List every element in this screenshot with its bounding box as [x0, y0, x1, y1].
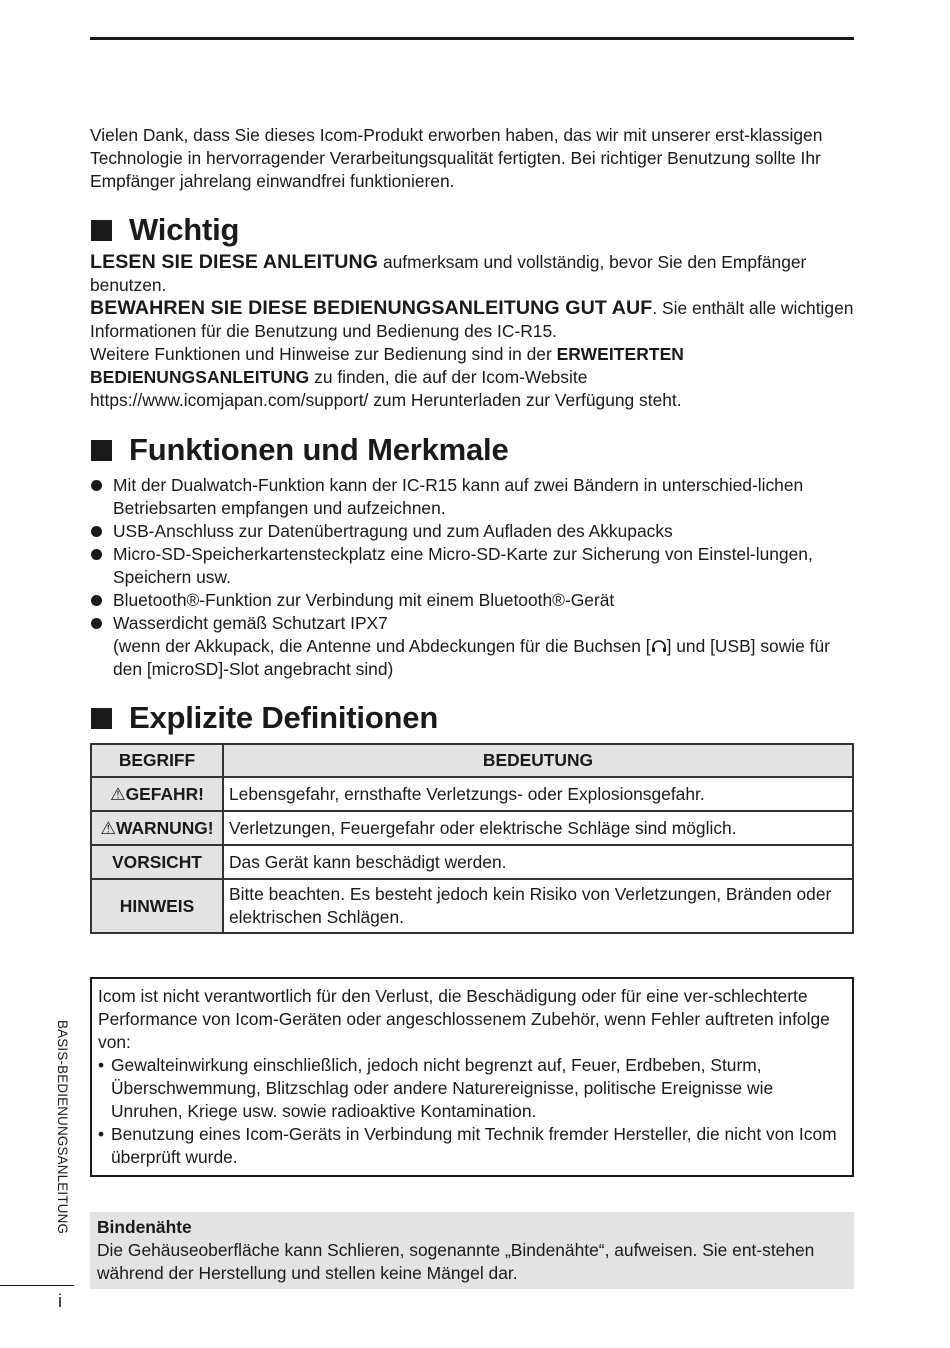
wichtig-read	[90, 251, 854, 297]
wichtig-more	[90, 343, 854, 412]
wichtig-body	[90, 251, 854, 412]
disclaimer-item: • Benutzung eines Icom-Geräts in Verbindung mit Technik fremder Hersteller, die nicht von Icom überprüft wurde.	[98, 1123, 846, 1169]
waterproof-line2-post: ] und [USB] sowie für den [microSD]-Slot angebracht sind)	[113, 636, 830, 679]
wichtig-keep-rest: . Sie enthält alle wichtigen Informationen für die Benutzung und Bedienung des IC-R15.	[90, 298, 854, 341]
heading-funktionen-text: Funktionen und Merkmale	[129, 432, 509, 467]
disclaimer-list	[98, 1054, 846, 1169]
wichtig-more-bold: ERWEITERTEN BEDIENUNGSANLEITUNG	[90, 344, 684, 387]
table-header-row	[91, 744, 853, 777]
column-header-term: BEGRIFF	[91, 744, 223, 777]
heading-funktionen	[90, 432, 854, 468]
waterproof-line2-pre: (wenn der Akkupack, die Antenne und Abdeckungen für die Buchsen [	[113, 636, 651, 656]
feature-item: Micro-SD-Speicherkartensteckplatz eine Micro-SD-Karte zur Sicherung von Einstel-lungen, Speichern usw.	[90, 543, 854, 589]
term-cell-caution: VORSICHT	[91, 845, 223, 879]
side-rule	[0, 1285, 74, 1286]
wichtig-more-pre: Weitere Funktionen und Hinweise zur Bedienung sind in der	[90, 344, 557, 364]
table-row	[91, 811, 853, 845]
meaning-cell: Lebensgefahr, ernsthafte Verletzungs- oder Explosionsgefahr.	[223, 777, 853, 811]
page-content	[90, 124, 854, 1289]
feature-item: Bluetooth®-Funktion zur Verbindung mit einem Bluetooth®-Gerät	[90, 589, 854, 612]
side-label: BASIS-BEDIENUNGSANLEITUNG	[55, 1020, 70, 1235]
wichtig-keep	[90, 297, 854, 343]
meaning-cell: Das Gerät kann beschädigt werden.	[223, 845, 853, 879]
page-number: i	[58, 1291, 62, 1311]
term-cell-warning	[91, 811, 223, 845]
heading-square-icon	[91, 440, 112, 461]
term-danger: GEFAHR!	[125, 783, 204, 804]
heading-definitionen-text: Explizite Definitionen	[129, 700, 439, 735]
disclaimer-item: • Gewalteinwirkung einschließlich, jedoch nicht begrenzt auf, Feuer, Erdbeben, Sturm, Überschwemmung, Blitzschlag oder andere Naturereignisse, politische Ereignisse wie Unruhen, Kriege usw. sowie radioaktive Kontamination.	[98, 1054, 846, 1123]
note-box	[90, 1212, 854, 1289]
wichtig-more-post: zu finden, die auf der Icom-Website https://www.icomjapan.com/support/ zum Herunterladen zur Verfügung steht.	[90, 367, 682, 410]
definitions-table	[90, 743, 854, 934]
table-row	[91, 879, 853, 933]
heading-definitionen	[90, 700, 854, 736]
heading-square-icon	[91, 708, 112, 729]
meaning-cell: Bitte beachten. Es besteht jedoch kein Risiko von Verletzungen, Bränden oder elektrischen Schlägen.	[223, 879, 853, 933]
wichtig-read-rest: aufmerksam und vollständig, bevor Sie den Empfänger benutzen.	[90, 252, 807, 295]
note-text: Die Gehäuseoberfläche kann Schlieren, sogenannte „Bindenähte“, aufweisen. Sie ent-stehen während der Herstellung und stellen keine Mängel dar.	[97, 1240, 815, 1283]
column-header-meaning: BEDEUTUNG	[223, 744, 853, 777]
term-cell-note: HINWEIS	[91, 879, 223, 933]
disclaimer-box	[90, 977, 854, 1177]
disclaimer-text: Icom ist nicht verantwortlich für den Verlust, die Beschädigung oder für eine ver-schlechterte Performance von Icom-Geräten oder angeschlossenem Zubehör, wenn Fehler auftreten infolge von:	[98, 986, 830, 1052]
waterproof-line1: Wasserdicht gemäß Schutzart IPX7	[113, 613, 388, 633]
warning-triangle-icon: ⚠	[110, 783, 126, 804]
feature-list	[90, 474, 854, 681]
term-warning: WARNUNG!	[116, 817, 214, 838]
headphone-icon	[651, 639, 667, 653]
note-title	[97, 1216, 847, 1239]
heading-wichtig	[90, 212, 854, 248]
heading-wichtig-text: Wichtig	[129, 212, 240, 247]
warning-triangle-icon: ⚠	[100, 817, 116, 838]
meaning-cell: Verletzungen, Feuergefahr oder elektrische Schläge sind möglich.	[223, 811, 853, 845]
intro-paragraph: Vielen Dank, dass Sie dieses Icom-Produkt erworben haben, das wir mit unserer erst-klassigen Technologie in hervorragender Verarbeitungsqualität fertigten. Bei richtiger Benutzung sollte Ihr Empfänger jahrelang einwandfrei funktionieren.	[90, 125, 823, 191]
table-row	[91, 845, 853, 879]
note-title-text: Bindenähte	[97, 1217, 192, 1237]
wichtig-read-bold: LESEN SIE DIESE ANLEITUNG	[90, 251, 379, 273]
feature-item-waterproof	[90, 612, 854, 681]
feature-item: Mit der Dualwatch-Funktion kann der IC-R15 kann auf zwei Bändern in unterschied-lichen Betriebsarten empfangen und aufzeichnen.	[90, 474, 854, 520]
table-row	[91, 777, 853, 811]
heading-square-icon	[91, 220, 112, 241]
term-cell-danger	[91, 777, 223, 811]
feature-item: USB-Anschluss zur Datenübertragung und zum Aufladen des Akkupacks	[90, 520, 854, 543]
top-rule	[90, 37, 854, 40]
wichtig-keep-bold: BEWAHREN SIE DIESE BEDIENUNGSANLEITUNG GUT AUF	[90, 297, 653, 319]
